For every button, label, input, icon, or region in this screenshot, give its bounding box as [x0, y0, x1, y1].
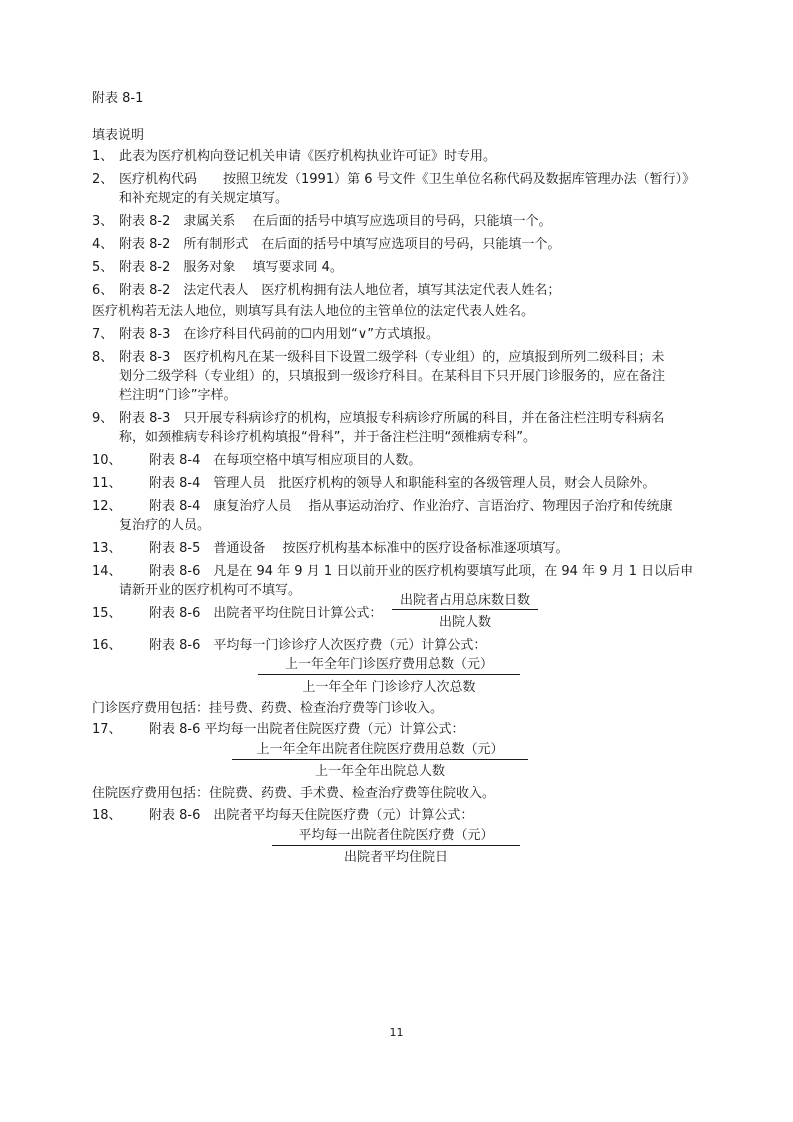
formula-denominator: 出院者平均住院日	[343, 850, 448, 865]
fraction-bar	[272, 845, 520, 846]
table-title: 附表 8-1	[92, 91, 144, 106]
fraction-bar	[392, 609, 538, 610]
item-text: 和补充规定的有关规定填写。	[119, 191, 289, 206]
item-number: 12、	[92, 499, 122, 514]
item-number: 2、	[92, 172, 114, 187]
item-text: 医疗机构代码 按照卫统发（1991）第 6 号文件《卫生单位名称代码及数据库管理办法（暂行）》	[119, 172, 696, 187]
item-number: 17、	[92, 722, 122, 737]
formula-denominator: 上一年全年出院总人数	[314, 764, 445, 779]
item-text: 请新开业的医疗机构可不填写。	[119, 583, 302, 598]
item-number: 18、	[92, 808, 122, 823]
item-text: 附表 8-2 服务对象 填写要求同 4。	[119, 260, 343, 275]
item-text: 附表 8-4 管理人员 批医疗机构的领导人和职能科室的各级管理人员，财会人员除外。	[149, 476, 656, 491]
item-number: 6、	[92, 283, 114, 298]
page-number: 11	[389, 1026, 404, 1039]
item-text: 附表 8-2 法定代表人 医疗机构拥有法人地位者，填写其法定代表人姓名；	[119, 283, 561, 298]
item-text: 附表 8-4 康复治疗人员 指从事运动治疗、作业治疗、言语治疗、物理因子治疗和传统康	[149, 499, 673, 514]
item-text: 栏注明“门诊”字样。	[119, 388, 237, 403]
item-text: 附表 8-3 在诊疗科目代码前的☐内用划“∨”方式填报。	[119, 327, 440, 342]
item-text: 复治疗的人员。	[119, 518, 211, 533]
item-text: 住院医疗费用包括：住院费、药费、手术费、检查治疗费等住院收入。	[92, 786, 496, 801]
item-number: 3、	[92, 214, 114, 229]
item-text: 附表 8-6 平均每一出院者住院医疗费（元）计算公式：	[149, 722, 465, 737]
item-text: 附表 8-3 只开展专科病诊疗的机构，应填报专科病诊疗所属的科目，并在备注栏注明专科病名	[119, 411, 665, 426]
instructions-title: 填表说明	[92, 128, 145, 143]
item-text: 门诊医疗费用包括：挂号费、药费、检查治疗费等门诊收入。	[92, 701, 444, 716]
item-text: 称，如颈椎病专科诊疗机构填报“骨科”，并于备注栏注明“颈椎病专科”。	[119, 430, 536, 445]
formula-numerator: 上一年全年出院者住院医疗费用总数（元）	[256, 742, 504, 757]
item-text: 此表为医疗机构向登记机关申请《医疗机构执业许可证》时专用。	[119, 149, 497, 164]
item-number: 16、	[92, 638, 122, 653]
item-text: 附表 8-3 医疗机构凡在某一级科目下设置二级学科（专业组）的，应填报到所列二级科目；未	[119, 350, 665, 365]
item-text: 附表 8-5 普通设备 按医疗机构基本标准中的医疗设备标准逐项填写。	[149, 541, 569, 556]
item-number: 10、	[92, 453, 122, 468]
item-text: 附表 8-6 凡是在 94 年 9 月 1 日以前开业的医疗机构要填写此项，在 94 年 9 月 1 日以后申	[149, 564, 694, 579]
item-number: 4、	[92, 237, 114, 252]
formula-numerator: 出院者占用总床数日数	[399, 593, 530, 608]
item-number: 15、	[92, 606, 122, 621]
item-text: 附表 8-6 出院者平均住院日计算公式：	[149, 606, 383, 621]
item-text: 附表 8-4 在每项空格中填写相应项目的人数。	[149, 453, 422, 468]
item-number: 14、	[92, 564, 122, 579]
item-number: 7、	[92, 327, 114, 342]
item-text: 附表 8-6 出院者平均每天住院医疗费（元）计算公式：	[149, 808, 474, 823]
formula-denominator: 上一年全年 门诊诊疗人次总数	[302, 680, 476, 695]
item-number: 5、	[92, 260, 114, 275]
item-text: 附表 8-2 所有制形式 在后面的括号中填写应选项目的号码，只能填一个。	[119, 237, 561, 252]
item-text: 划分二级学科（专业组）的，只填报到一级诊疗科目。在某科目下只开展门诊服务的，应在备注	[119, 369, 666, 384]
formula-denominator: 出院人数	[438, 615, 491, 630]
item-number: 8、	[92, 350, 114, 365]
item-number: 9、	[92, 411, 114, 426]
item-number: 13、	[92, 541, 122, 556]
fraction-bar	[258, 674, 520, 675]
formula-numerator: 上一年全年门诊医疗费用总数（元）	[284, 657, 493, 672]
item-text: 附表 8-6 平均每一门诊诊疗人次医疗费（元）计算公式：	[149, 638, 487, 653]
item-number: 1、	[92, 149, 114, 164]
item-text: 医疗机构若无法人地位，则填写具有法人地位的主管单位的法定代表人姓名。	[92, 304, 535, 319]
item-text: 附表 8-2 隶属关系 在后面的括号中填写应选项目的号码，只能填一个。	[119, 214, 552, 229]
formula-numerator: 平均每一出院者住院医疗费（元）	[298, 828, 494, 843]
fraction-bar	[232, 759, 528, 760]
item-number: 11、	[92, 476, 122, 491]
